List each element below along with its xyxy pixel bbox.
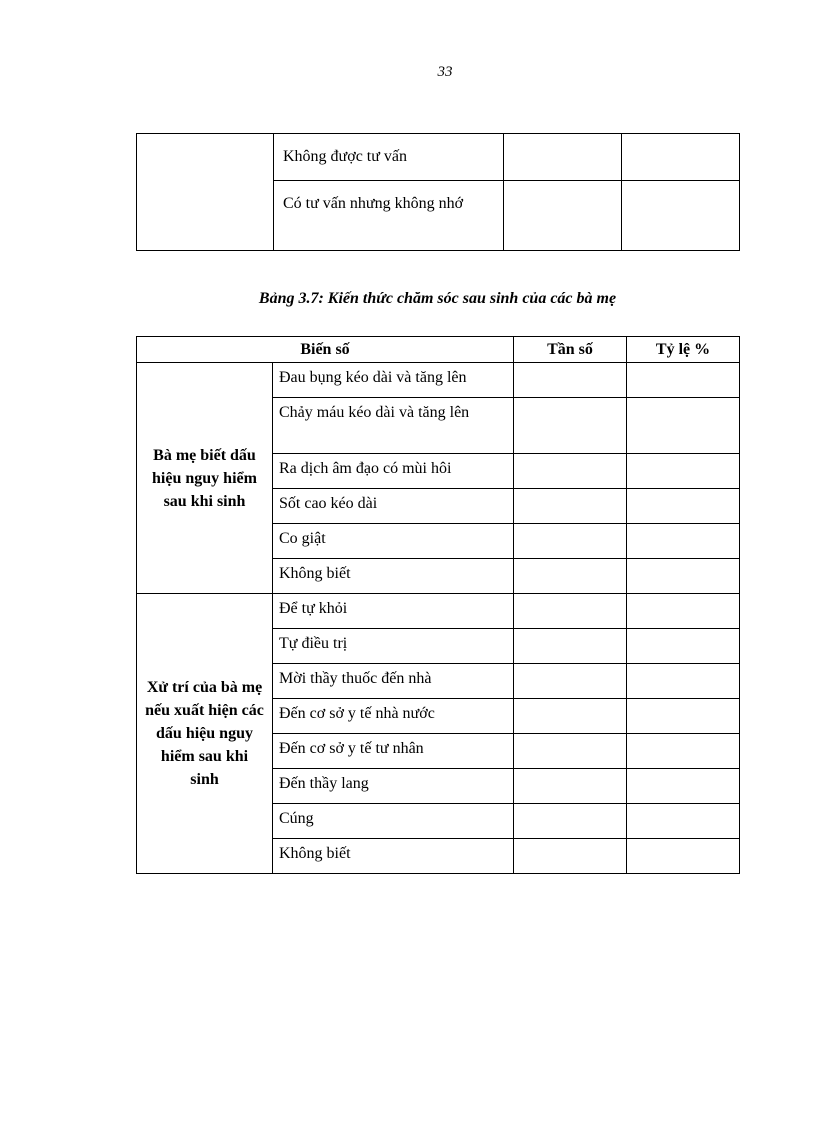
item-label: Co giật: [273, 524, 514, 559]
item-label: Đến thầy lang: [273, 769, 514, 804]
percent-cell: [627, 594, 740, 629]
group-cell-empty: [137, 134, 274, 251]
percent-cell: [627, 734, 740, 769]
percent-cell: [627, 398, 740, 454]
header-frequency: Tần số: [514, 337, 627, 363]
frequency-cell: [514, 664, 627, 699]
item-label: Cúng: [273, 804, 514, 839]
table-row: [137, 594, 740, 629]
item-label: Đến cơ sở y tế nhà nước: [273, 699, 514, 734]
header-row: [137, 337, 740, 363]
frequency-cell: [514, 454, 627, 489]
group-label: Xử trí của bà mẹ nếu xuất hiện các dấu hiệu nguy hiểm sau khi sinh: [137, 594, 273, 874]
frequency-cell: [514, 804, 627, 839]
item-label: Mời thầy thuốc đến nhà: [273, 664, 514, 699]
continued-table: [136, 133, 740, 251]
item-label: Không biết: [273, 839, 514, 874]
frequency-cell: [504, 134, 622, 181]
percent-cell: [627, 559, 740, 594]
header-percent: Tỷ lệ %: [627, 337, 740, 363]
item-label: Không biết: [273, 559, 514, 594]
frequency-cell: [514, 699, 627, 734]
percent-cell: [627, 664, 740, 699]
frequency-cell: [514, 594, 627, 629]
frequency-cell: [514, 489, 627, 524]
percent-cell: [627, 489, 740, 524]
row-label: Không được tư vấn: [274, 134, 504, 181]
percent-cell: [627, 804, 740, 839]
frequency-cell: [514, 398, 627, 454]
frequency-cell: [504, 181, 622, 251]
percent-cell: [622, 181, 740, 251]
percent-cell: [627, 629, 740, 664]
percent-cell: [627, 699, 740, 734]
frequency-cell: [514, 524, 627, 559]
item-label: Đau bụng kéo dài và tăng lên: [273, 363, 514, 398]
item-label: Để tự khỏi: [273, 594, 514, 629]
item-label: Ra dịch âm đạo có mùi hôi: [273, 454, 514, 489]
frequency-cell: [514, 629, 627, 664]
percent-cell: [627, 524, 740, 559]
item-label: Sốt cao kéo dài: [273, 489, 514, 524]
group-label: Bà mẹ biết dấu hiệu nguy hiểm sau khi sinh: [137, 363, 273, 594]
frequency-cell: [514, 734, 627, 769]
item-label: Chảy máu kéo dài và tăng lên: [273, 398, 514, 454]
percent-cell: [627, 454, 740, 489]
frequency-cell: [514, 769, 627, 804]
table-row: [137, 363, 740, 398]
frequency-cell: [514, 839, 627, 874]
percent-cell: [627, 769, 740, 804]
postnatal-care-knowledge-table: [136, 336, 740, 874]
item-label: Đến cơ sở y tế tư nhân: [273, 734, 514, 769]
percent-cell: [627, 839, 740, 874]
percent-cell: [627, 363, 740, 398]
header-variable: Biến số: [137, 337, 514, 363]
table-caption: Bảng 3.7: Kiến thức chăm sóc sau sinh của các bà mẹ: [258, 290, 617, 307]
percent-cell: [622, 134, 740, 181]
page-number: 33: [437, 64, 453, 80]
frequency-cell: [514, 559, 627, 594]
item-label: Tự điều trị: [273, 629, 514, 664]
frequency-cell: [514, 363, 627, 398]
table-row: [137, 134, 740, 181]
row-label: Có tư vấn nhưng không nhớ: [274, 181, 504, 251]
